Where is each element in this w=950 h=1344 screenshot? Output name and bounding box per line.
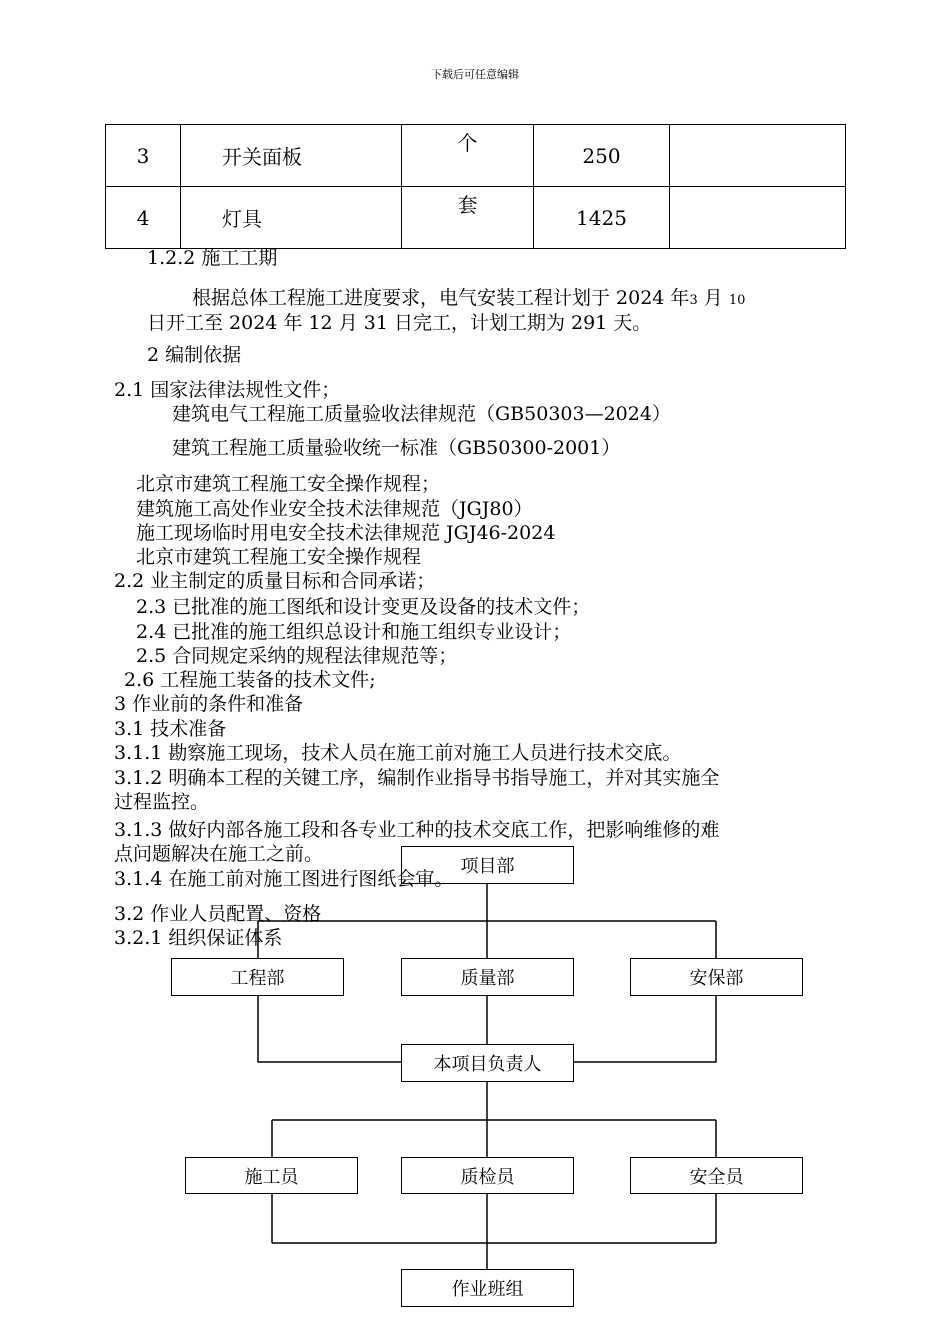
item-quantity: 1425: [534, 187, 670, 249]
page-header: 下载后可任意编辑: [431, 68, 519, 81]
paragraph-text: 月: [697, 287, 729, 309]
org-node-constructor: 施工员: [185, 1157, 358, 1194]
org-node-project-dept: 项目部: [401, 846, 574, 884]
reference-item: 建筑电气工程施工质量验收法律规范（GB50303—2024）: [172, 403, 671, 425]
org-node-project-leader: 本项目负责人: [401, 1044, 574, 1082]
item-unit: 套: [402, 187, 534, 249]
item-name: 灯具: [181, 187, 402, 249]
paragraph-line: 3.1.1 勘察施工现场，技术人员在施工前对施工人员进行技术交底。: [114, 742, 682, 764]
item-unit: 个: [402, 125, 534, 187]
paragraph-day: 10: [728, 293, 746, 308]
section-heading: 3.1 技术准备: [114, 718, 227, 740]
section-heading: 2.6 工程施工装备的技术文件;: [124, 669, 376, 691]
paragraph-month: 3: [689, 293, 698, 308]
section-heading: 3 作业前的条件和准备: [114, 693, 304, 715]
reference-item: 建筑工程施工质量验收统一标准（GB50300-2001）: [172, 437, 621, 459]
row-number: 4: [106, 187, 181, 249]
section-heading: 2.5 合同规定采纳的规程法律规范等；: [136, 645, 458, 667]
paragraph-line: 3.1.4 在施工前对施工图进行图纸会审。: [114, 868, 454, 890]
reference-item: 建筑施工高处作业安全技术法律规范（JGJ80）: [136, 498, 533, 520]
reference-item: 北京市建筑工程施工安全操作规程: [136, 546, 422, 568]
item-name: 开关面板: [181, 125, 402, 187]
item-quantity: 250: [534, 125, 670, 187]
org-node-inspector: 质检员: [401, 1157, 574, 1194]
row-number: 3: [106, 125, 181, 187]
section-heading: 2.1 国家法律法规性文件；: [114, 379, 341, 401]
org-node-quality-dept: 质量部: [401, 958, 574, 996]
section-heading: 2.2 业主制定的质量目标和合同承诺；: [114, 570, 436, 592]
org-node-engineering-dept: 工程部: [171, 958, 344, 996]
reference-item: 施工现场临时用电安全技术法律规范 JGJ46-2024: [136, 522, 556, 544]
section-heading: 3.2 作业人员配置、资格: [114, 903, 322, 925]
section-heading: 2 编制依据: [147, 344, 242, 366]
paragraph-line: 过程监控。: [114, 791, 210, 813]
section-heading: 2.3 已批准的施工图纸和设计变更及设备的技术文件；: [136, 596, 591, 618]
paragraph-line: 日开工至 2024 年 12 月 31 日完工，计划工期为 291 天。: [147, 312, 652, 334]
section-heading: 3.2.1 组织保证体系: [114, 927, 283, 949]
org-node-work-team: 作业班组: [401, 1269, 574, 1307]
org-node-security-dept: 安保部: [630, 958, 803, 996]
paragraph-line: 3.1.3 做好内部各施工段和各专业工种的技术交底工作，把影响维修的难: [114, 819, 720, 841]
paragraph-line: 点问题解决在施工之前。: [114, 843, 324, 865]
section-heading: 1.2.2 施工工期: [147, 247, 278, 269]
reference-item: 北京市建筑工程施工安全操作规程；: [136, 473, 441, 495]
org-node-safety-officer: 安全员: [630, 1157, 803, 1194]
paragraph-line: 3.1.2 明确本工程的关键工序，编制作业指导书指导施工，并对其实施全: [114, 767, 720, 789]
section-heading: 2.4 已批准的施工组织总设计和施工组织专业设计；: [136, 621, 572, 643]
paragraph-text: 根据总体工程施工进度要求，电气安装工程计划于 2024 年: [192, 287, 690, 309]
